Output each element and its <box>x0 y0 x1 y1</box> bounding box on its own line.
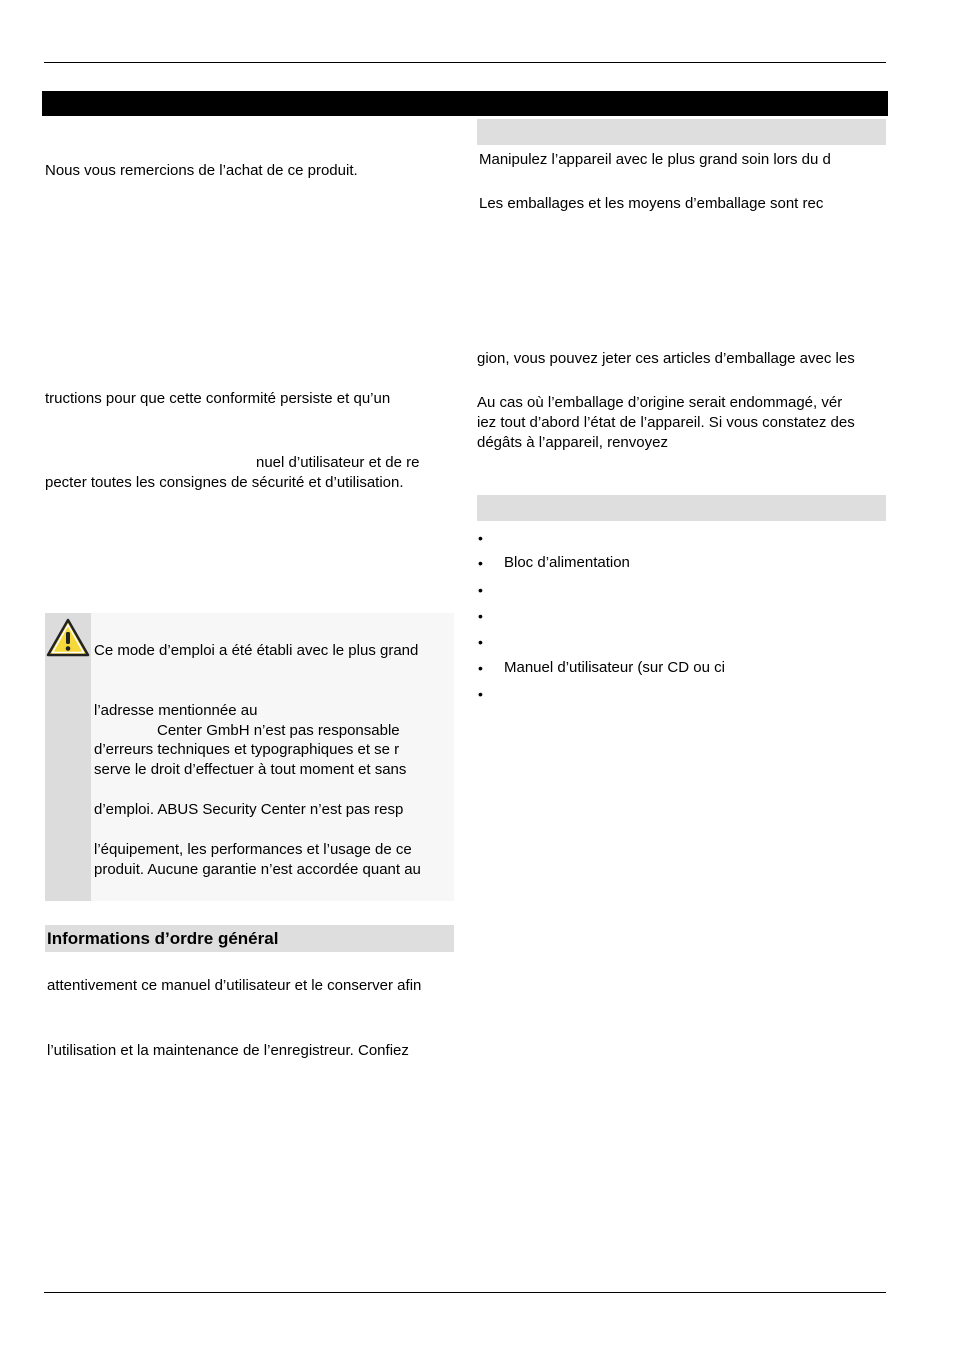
warning-line-1: Ce mode d’emploi a été établi avec le plus grand <box>94 642 419 659</box>
conformity-text: tructions pour que cette conformité persiste et qu’un <box>45 390 391 407</box>
general-text-1: attentivement ce manuel d’utilisateur et le conserver afin <box>47 977 422 994</box>
general-info-heading: Informations d’ordre général <box>47 929 279 948</box>
top-rule <box>44 62 886 63</box>
warning-line-6: d’emploi. ABUS Security Center n’est pas resp <box>94 801 404 818</box>
disposal-text: gion, vous pouvez jeter ces articles d’emballage avec les <box>477 350 855 367</box>
warning-line-2: l’adresse mentionnée au <box>94 702 258 719</box>
warning-line-5: serve le droit d’effectuer à tout moment et sans <box>94 761 407 778</box>
list-bullet: • <box>478 686 483 702</box>
list-bullet: • <box>478 530 483 546</box>
damage-text-2: iez tout d’abord l’état de l’appareil. Si vous constatez des <box>477 414 855 431</box>
bottom-rule <box>44 1292 886 1293</box>
warning-line-8: produit. Aucune garantie n’est accordée quant au <box>94 861 421 878</box>
damage-text-1: Au cas où l’emballage d’origine serait endommagé, vér <box>477 394 843 411</box>
warning-line-4: d’erreurs techniques et typographiques et se r <box>94 741 400 758</box>
list-bullet: • <box>478 608 483 624</box>
list-bullet: • <box>478 555 483 571</box>
manual-text-line1: nuel d’utilisateur et de re <box>256 454 420 471</box>
list-bullet: • <box>478 660 483 676</box>
thanks-text: Nous vous remercions de l’achat de ce produit. <box>45 162 358 179</box>
section-header-bar <box>42 91 888 116</box>
manual-text-line2: pecter toutes les consignes de sécurité et d’utilisation. <box>45 474 404 491</box>
warning-triangle-icon <box>46 618 90 658</box>
list-bullet: • <box>478 634 483 650</box>
right-subheader-bar-1 <box>477 119 886 145</box>
list-item: Bloc d’alimentation <box>504 554 630 571</box>
general-text-2: l’utilisation et la maintenance de l’enregistreur. Confiez <box>47 1042 409 1059</box>
warning-line-7: l’équipement, les performances et l’usage de ce <box>94 841 412 858</box>
damage-text-3: dégâts à l’appareil, renvoyez <box>477 434 668 451</box>
warning-line-3: Center GmbH n’est pas responsable <box>157 722 400 739</box>
list-bullet: • <box>478 582 483 598</box>
list-item: Manuel d’utilisateur (sur CD ou ci <box>504 659 725 676</box>
right-subheader-bar-2 <box>477 495 886 521</box>
handling-text: Manipulez l’appareil avec le plus grand soin lors du d <box>479 151 831 168</box>
packaging-text: Les emballages et les moyens d’emballage sont rec <box>479 195 824 212</box>
